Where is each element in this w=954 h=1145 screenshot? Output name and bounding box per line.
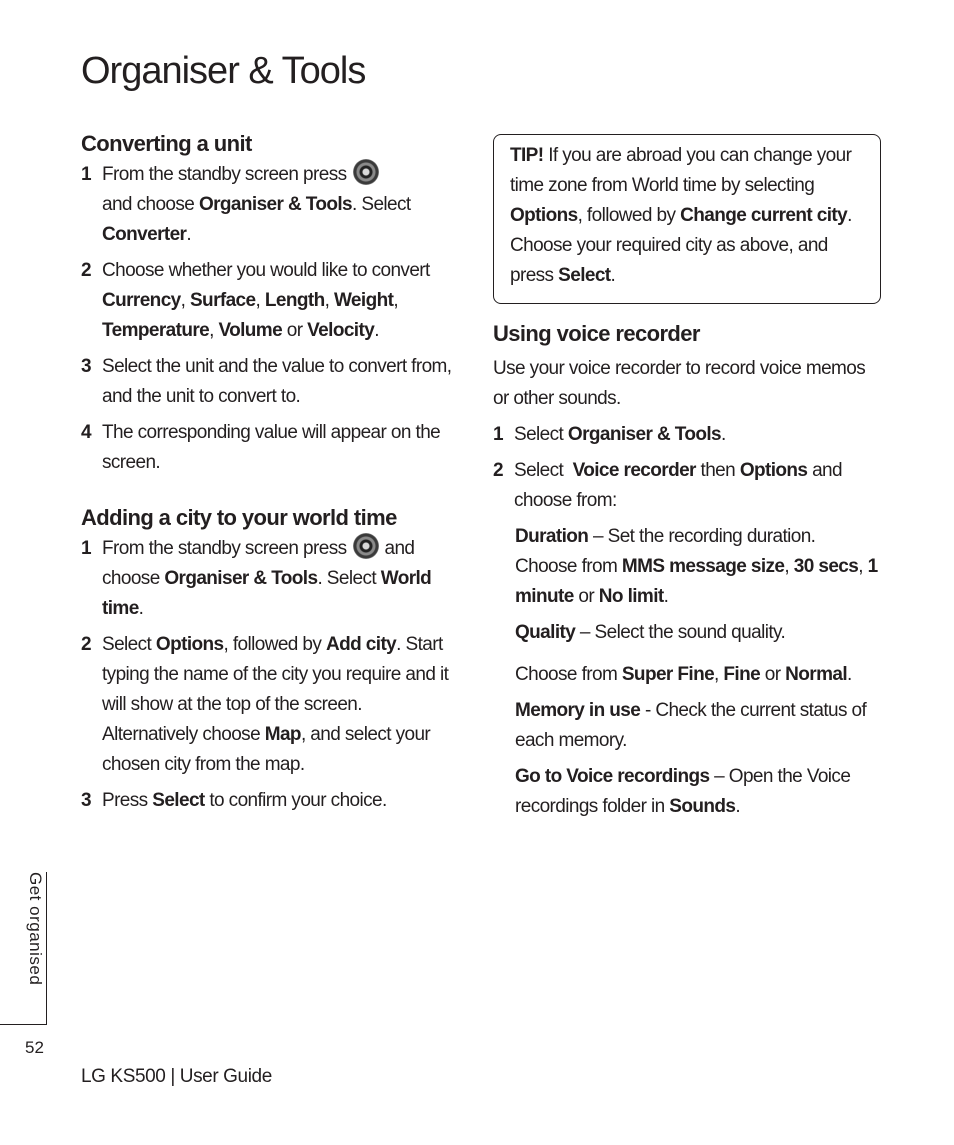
option-value: No limit [598, 586, 664, 607]
menu-name: Converter [102, 224, 187, 245]
list-item [81, 352, 461, 412]
option-quality-choices: Choose from Super Fine, Fine or Normal. [515, 664, 852, 685]
menu-name: Options [510, 205, 578, 226]
menu-name: Voice recorder [572, 460, 696, 481]
step-text: Select [514, 424, 564, 445]
tip-text-part: . Choose your required city as above, and press [510, 205, 852, 286]
menu-name: Select [558, 265, 611, 286]
menu-name: Map [264, 724, 301, 745]
step-text: and [384, 538, 415, 559]
step-number: 4 [81, 422, 91, 443]
option-label: Quality [515, 622, 576, 643]
list-item: 2 Choose whether you would like to convert Currency, Surface, Length, Weight, Temperature, Volume or Velocity. [81, 256, 461, 346]
menu-name: World time [102, 568, 432, 619]
option-value: Sounds [669, 796, 736, 817]
option-duration: Duration – Set the recording duration. Choose from MMS message size, 30 secs, 1 minute or No limit. [515, 526, 878, 607]
option-memory [493, 696, 881, 756]
step-text: Choose whether you would like to convert [102, 260, 430, 281]
divider [0, 1024, 47, 1025]
option-quality [493, 618, 881, 648]
step-text: . Select [317, 568, 377, 589]
option-name: Volume [218, 320, 283, 341]
step-text: . [374, 320, 379, 341]
footer: LG KS500 | User Guide [81, 1066, 272, 1087]
menu-name: Organiser & Tools [164, 568, 318, 589]
tip-label: TIP! [510, 145, 544, 166]
tip-box [493, 134, 881, 304]
step-text: Select the unit and the value to convert from, and the unit to convert to. [102, 356, 452, 407]
menu-name: Select [152, 790, 205, 811]
option-text: . [663, 586, 669, 607]
step-text: Press [102, 790, 148, 811]
step-number: 2 [81, 260, 91, 281]
list-item [493, 420, 881, 450]
step-text: and choose from: [514, 460, 842, 511]
step-text: . Select [352, 194, 411, 215]
step-text: then [700, 460, 736, 481]
step-text: and choose [102, 194, 195, 215]
section-heading-converting: Converting a unit [81, 131, 252, 156]
option-label: Duration [515, 526, 589, 547]
step-text: Select [514, 460, 564, 481]
option-value: Normal [785, 664, 848, 685]
option-label: Go to Voice recordings [515, 766, 710, 787]
list-item [81, 534, 461, 624]
option-text: Choose from [515, 664, 618, 685]
tip-text [510, 141, 865, 291]
option-value: 1 minute [515, 556, 878, 607]
option-text: or [578, 586, 595, 607]
list-item [81, 418, 461, 478]
step-number: 2 [81, 634, 91, 655]
step-text: . Start typing the name of the city you require and it will show at the top of the screen. Alternatively choose [102, 634, 449, 745]
option-text: or [764, 664, 781, 685]
step-number: 3 [81, 790, 91, 811]
option-value: MMS message size [621, 556, 785, 577]
step-text: , followed by [223, 634, 322, 655]
section-heading-world-time: Adding a city to your world time [81, 505, 397, 530]
step-number: 1 [81, 538, 91, 559]
menu-key-icon [353, 159, 379, 185]
option-name: Length [264, 290, 325, 311]
option-name: Surface [189, 290, 256, 311]
option-label: Memory in use [515, 700, 641, 721]
option-text: . [735, 796, 741, 817]
step-text: From the standby screen press [102, 538, 347, 559]
tip-text-part: . [610, 265, 616, 286]
option-value: Super Fine [621, 664, 715, 685]
step-text: The corresponding value will appear on the screen. [102, 422, 441, 473]
section-heading-voice-recorder: Using voice recorder [493, 321, 700, 346]
step-text: , and select your chosen city from the map. [102, 724, 431, 775]
step-number: 1 [493, 424, 503, 445]
step-text: choose [102, 568, 160, 589]
menu-name: Change current city [680, 205, 848, 226]
list-item [493, 456, 881, 516]
option-text: - Check the current status of each memory. [515, 700, 867, 751]
step-text: Select [102, 634, 152, 655]
section-intro: Use your voice recorder to record voice memos or other sounds. [493, 358, 866, 409]
step-number: 1 [81, 164, 91, 185]
right-column [493, 134, 881, 828]
tip-text-part: If you are abroad you can change your time zone from World time by selecting [510, 145, 852, 196]
option-text: . [847, 664, 852, 685]
menu-name: Organiser & Tools [198, 194, 353, 215]
menu-name: Options [155, 634, 224, 655]
option-text: – Open the Voice recordings folder in [515, 766, 851, 817]
option-value: Fine [723, 664, 761, 685]
option-text: – Set the recording duration. Choose from [515, 526, 816, 577]
step-text: . [721, 424, 726, 445]
left-column [81, 128, 461, 822]
option-name: Velocity [307, 320, 375, 341]
menu-key-icon [353, 533, 379, 559]
option-go-to-recordings [493, 762, 881, 822]
list-item [81, 786, 461, 816]
list-item [81, 160, 461, 250]
step-text: or [286, 320, 303, 341]
option-text: – Select the sound quality. [579, 622, 786, 643]
menu-name: Add city [326, 634, 397, 655]
tip-text-part: , followed by [577, 205, 676, 226]
option-value: 30 secs [793, 556, 859, 577]
page-number: 52 [25, 1038, 44, 1057]
step-text: to confirm your choice. [209, 790, 387, 811]
step-text: . [138, 598, 144, 619]
list-item [81, 630, 461, 780]
divider [46, 872, 47, 1024]
menu-name: Options [739, 460, 808, 481]
step-text: . [186, 224, 192, 245]
menu-name: Organiser & Tools [567, 424, 721, 445]
option-name: Weight [333, 290, 394, 311]
section-tab-label: Get organised [26, 872, 45, 986]
option-name: Temperature [102, 320, 210, 341]
step-text: From the standby screen press [102, 164, 347, 185]
page-title: Organiser & Tools [81, 50, 366, 92]
step-number: 3 [81, 356, 91, 377]
option-name: Currency [102, 290, 181, 311]
step-number: 2 [493, 460, 503, 481]
